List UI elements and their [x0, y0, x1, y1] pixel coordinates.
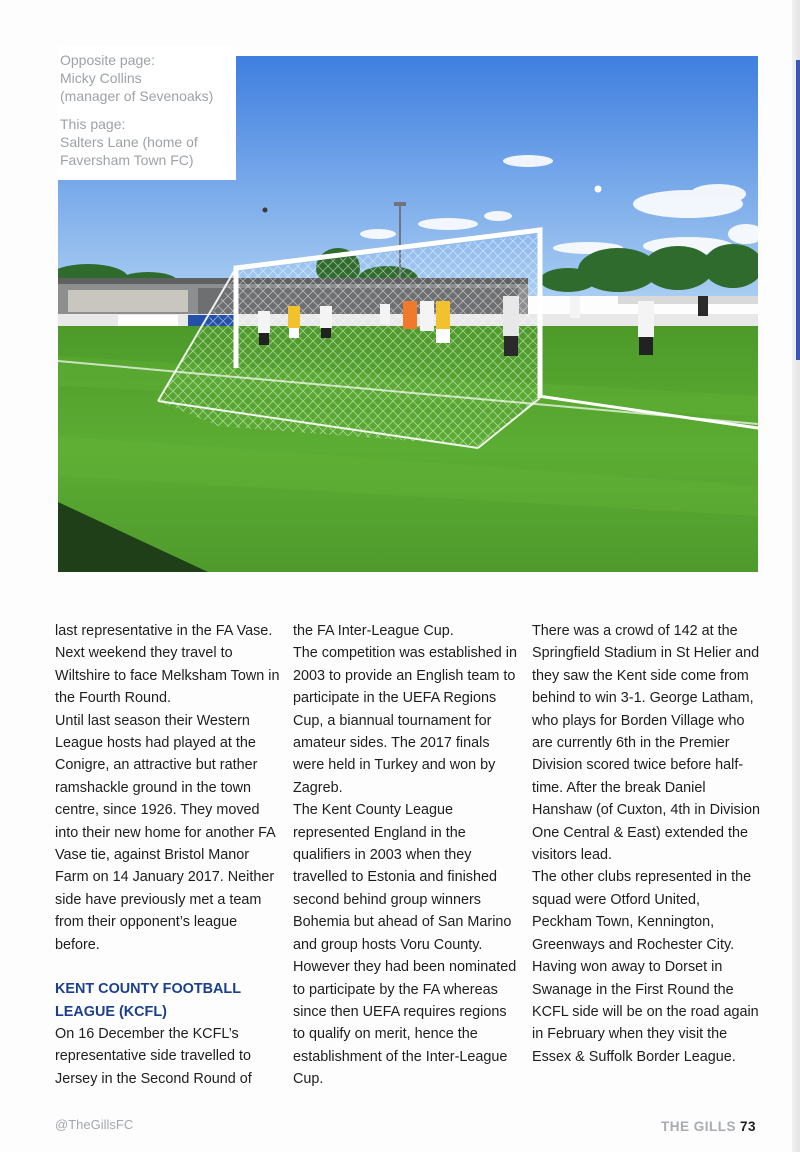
column-1-paragraph-3: On 16 December the KCFL’s representative side travelled to Jersey in the Second Round of: [55, 1025, 252, 1087]
column-2-paragraph-2: The competition was established in 2003 to provide an English team to participate in the UEFA Regions Cup, a biannual tournament for amateur sides. The 2017 finals were held in Turkey and won by Zagreb.: [293, 645, 517, 796]
column-2-paragraph-1: the FA Inter-League Cup.: [293, 623, 454, 639]
footer-page-label: [661, 1119, 756, 1134]
caption-line-2: Micky Collins: [60, 70, 142, 86]
column-3-paragraph-1: There was a crowd of 142 at the Springfield Stadium in St Helier and they saw the Kent side come from behind to win 3-1. George Latham, who plays for Borden Village who are currently 6th in the Premier Division scored twice before half-time. After the break Daniel Hanshaw (of Cuxton, 4th in Division One Central & East) extended the visitors lead.: [532, 623, 760, 864]
column-1-paragraph-1: last representative in the FA Vase. Next weekend they travel to Wiltshire to face Melksham Town in the Fourth Round.: [55, 623, 280, 707]
caption-line-1: Opposite page:: [60, 52, 155, 68]
caption-line-4: This page:: [60, 116, 126, 132]
text-column-2: [293, 620, 521, 1091]
caption-line-3: (manager of Sevenoaks): [60, 88, 214, 104]
footer-twitter-handle: @TheGillsFC: [55, 1117, 134, 1132]
text-column-3: [532, 620, 760, 1068]
column-2-paragraph-3: The Kent County League represented England in the qualifiers in 2003 when they travelled to Estonia and finished second behind group winners Bohemia but ahead of San Marino and group hosts Voru County. However they had been nominated to participate by the FA whereas since then UEFA requires regions to qualify on merit, hence the establishment of the Inter-League Cup.: [293, 802, 517, 1088]
caption-line-6: Faversham Town FC): [60, 152, 194, 168]
page-number: 73: [739, 1119, 756, 1134]
caption-line-5: Salters Lane (home of: [60, 134, 198, 150]
text-column-1: [55, 620, 283, 1090]
footer-magazine-name: THE GILLS: [660, 1119, 736, 1134]
section-heading-kcfl: KENT COUNTY FOOTBALL LEAGUE (KCFL): [55, 981, 241, 1020]
column-1-paragraph-2: Until last season their Western League hosts had played at the Conigre, an attractive but rather ramshackle ground in the town centre, since 1926. They moved into their new home for another FA Vase tie, against Bristol Manor Farm on 14 January 2017. Neither side have previously met a team from their opponent’s league before.: [55, 712, 275, 953]
column-3-paragraph-2: The other clubs represented in the squad were Otford United, Peckham Town, Kennington, Greenways and Rochester City. Having won away to Dorset in Swanage in the First Round the KCFL side will be on the road again in February when they visit the Essex & Suffolk Border League.: [532, 869, 759, 1065]
page-edge-accent: [796, 60, 800, 360]
